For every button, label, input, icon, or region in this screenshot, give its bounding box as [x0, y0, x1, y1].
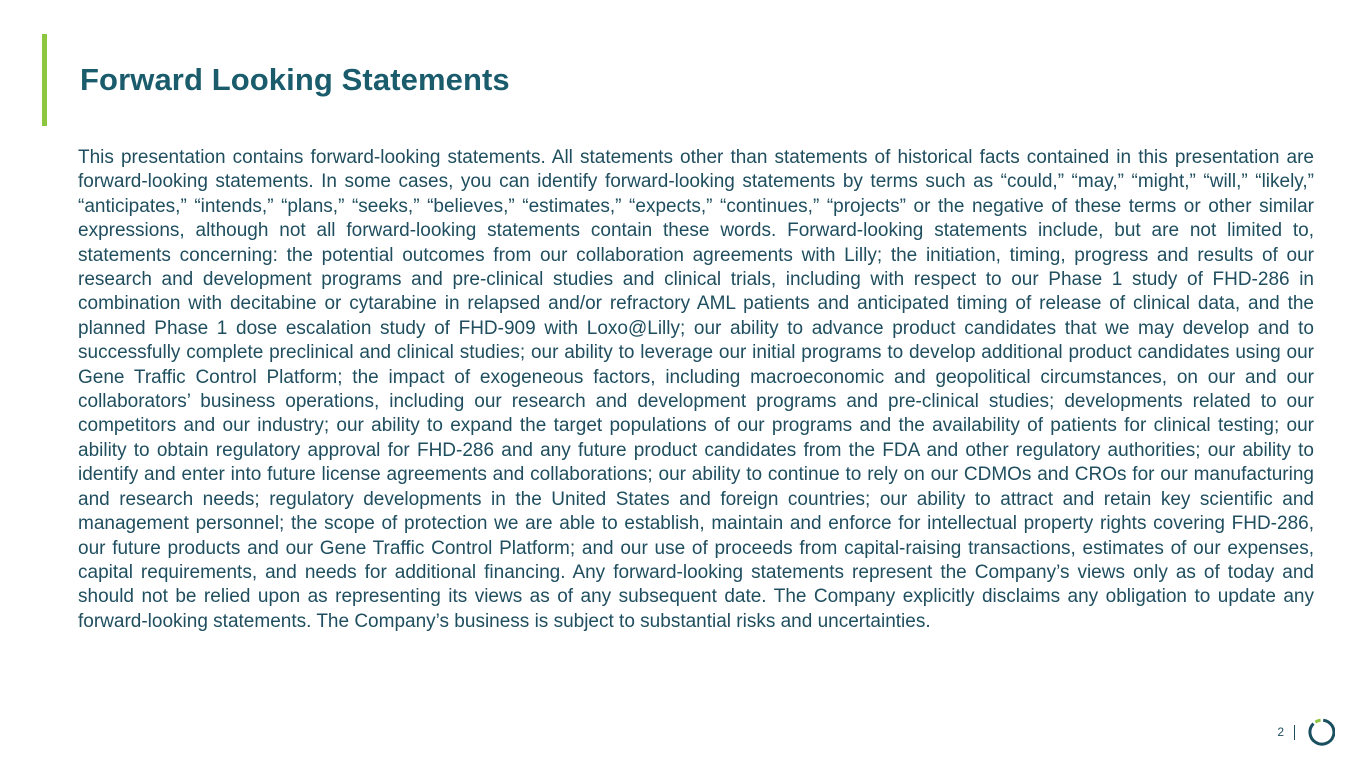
company-logo-ring-icon — [1307, 716, 1335, 748]
page-title: Forward Looking Statements — [80, 62, 510, 97]
title-accent-bar — [42, 34, 47, 126]
footer-divider — [1294, 725, 1295, 740]
disclaimer-body-text: This presentation contains forward-looking statements. All statements other than statements of historical facts contained in this presentation are forward-looking statements. In some cases, you can identify forward-looking statements by terms such as “could,” “may,” “might,” “will,” “likely,” “anticipates,” “intends,” “plans,” “seeks,” “believes,” “estimates,” “expects,” “continues,” “projects” or the negative of these terms or other similar expressions, although not all forward-looking statements contain these words. Forward-looking statements include, but are not limited to, statements concerning: the potential outcomes from our collaboration agreements with Lilly; the initiation, timing, progress and results of our research and development programs and pre-clinical studies and clinical trials, including with respect to our Phase 1 study of FHD-286 in combination with decitabine or cytarabine in relapsed and/or refractory AML patients and anticipated timing of release of clinical data, and the planned Phase 1 dose escalation study of FHD-909 with Loxo@Lilly; our ability to advance product candidates that we may develop and to successfully complete preclinical and clinical studies; our ability to leverage our initial programs to develop additional product candidates using our Gene Traffic Control Platform; the impact of exogeneous factors, including macroeconomic and geopolitical circumstances, on our and our collaborators’ business operations, including our research and development programs and pre-clinical studies; developments related to our competitors and our industry; our ability to expand the target populations of our programs and the availability of patients for clinical testing; our ability to obtain regulatory approval for FHD-286 and any future product candidates from the FDA and other regulatory authorities; our ability to identify and enter into future license agreements and collaborations; our ability to continue to rely on our CDMOs and CROs for our manufacturing and research needs; regulatory developments in the United States and foreign countries; our ability to attract and retain key scientific and management personnel; the scope of protection we are able to establish, maintain and enforce for intellectual property rights covering FHD-286, our future products and our Gene Traffic Control Platform; and our use of proceeds from capital-raising transactions, estimates of our expenses, capital requirements, and needs for additional financing. Any forward-looking statements represent the Company’s views only as of today and should not be relied upon as representing its views as of any subsequent date. The Company explicitly disclaims any obligation to update any forward-looking statements. The Company’s business is subject to substantial risks and uncertainties. — [78, 147, 1314, 632]
page-number: 2 — [1277, 725, 1284, 739]
slide-footer — [1277, 716, 1335, 748]
